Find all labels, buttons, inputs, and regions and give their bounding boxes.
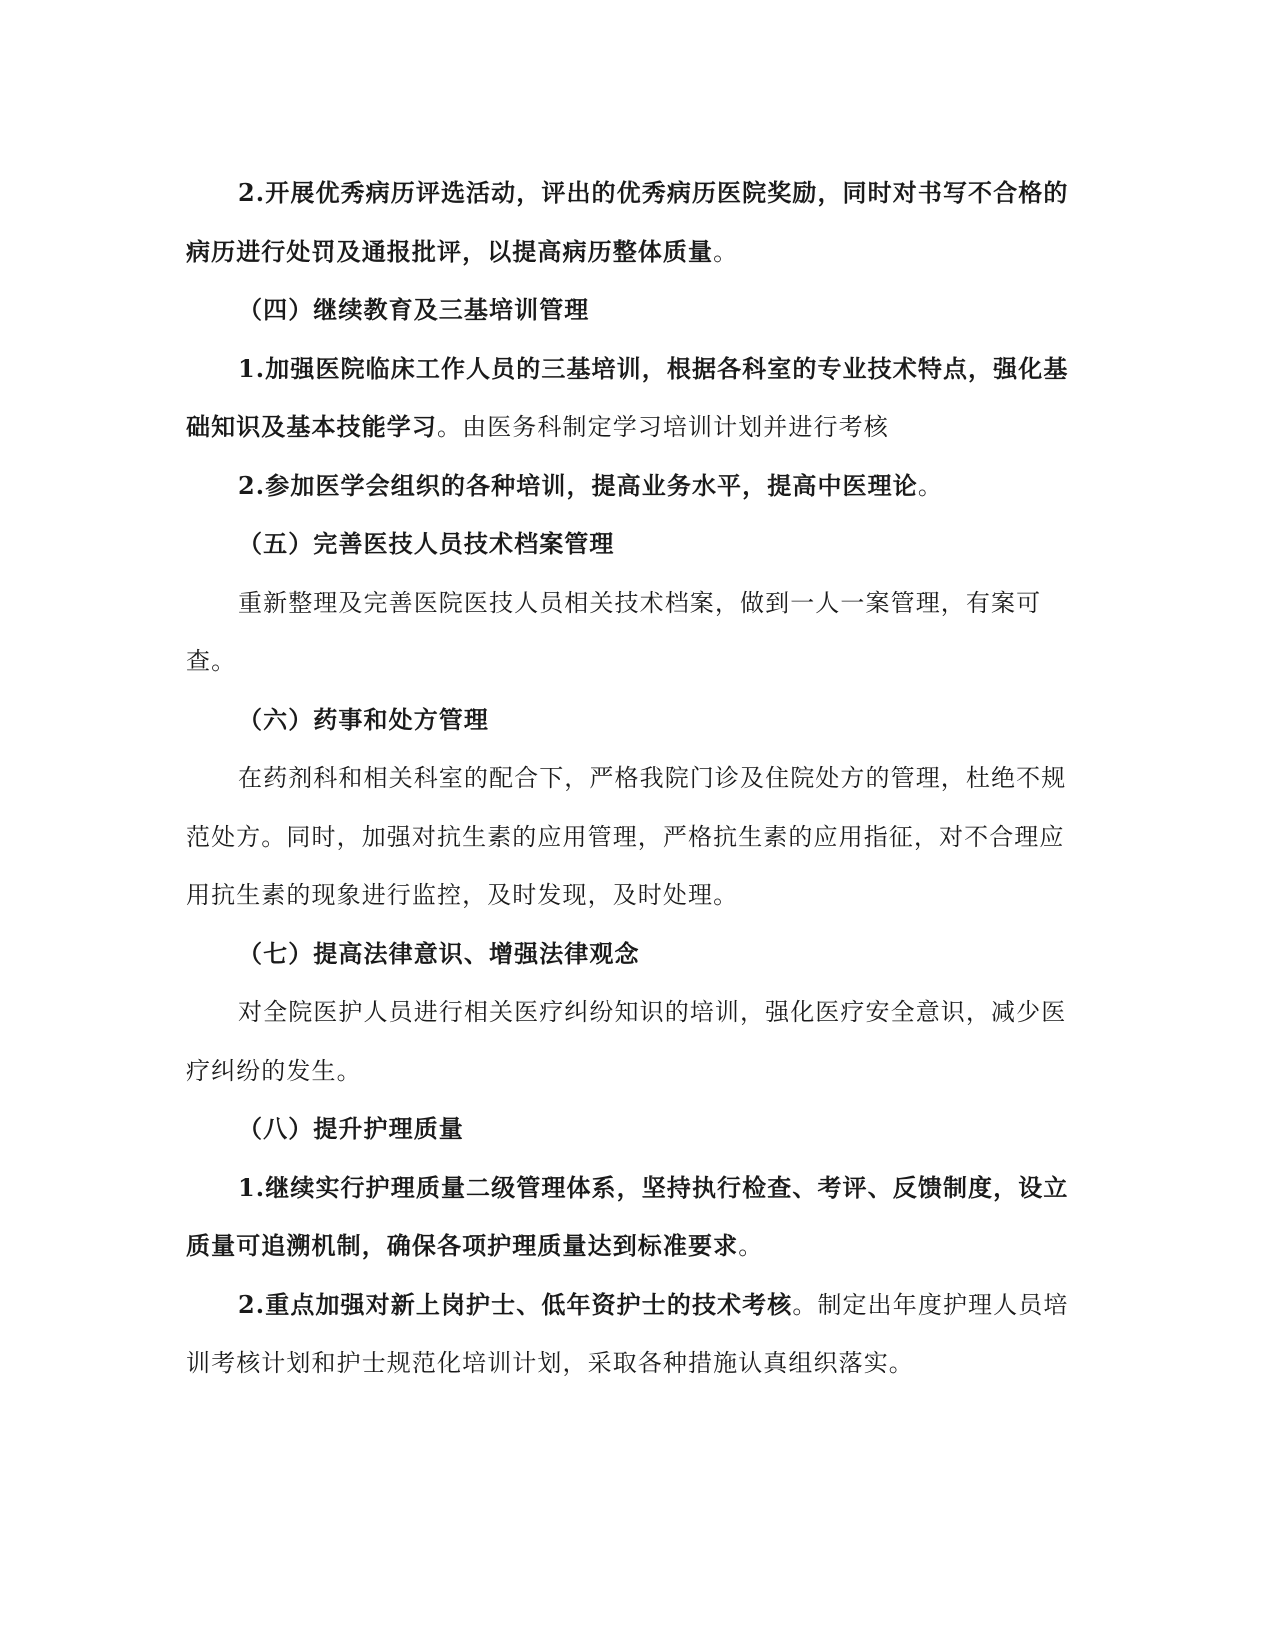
paragraph-bold-text: 2.重点加强对新上岗护士、低年资护士的技术考核 xyxy=(238,1289,793,1319)
paragraph-excellent-records xyxy=(186,164,1086,281)
document-body xyxy=(186,164,1086,1393)
paragraph-nursing-quality-system xyxy=(186,1159,1086,1276)
paragraph-technical-archives xyxy=(186,574,1086,691)
paragraph-nurse-assessment xyxy=(186,1276,1086,1393)
paragraph-normal-text: 。 xyxy=(738,1232,764,1260)
paragraph-prescription-management xyxy=(186,749,1086,925)
paragraph-normal-text: 。制定出年度护理人员培训考核计划和护士规范化培训计划，采取各种措施认真组织落实。 xyxy=(186,1290,1069,1377)
paragraph-medical-disputes xyxy=(186,983,1086,1100)
section-heading-4: （四）继续教育及三基培训管理 xyxy=(238,295,590,324)
paragraph-three-basics-training xyxy=(186,340,1086,457)
paragraph-normal-text: 。 xyxy=(917,471,943,500)
paragraph-bold-text: 2.参加医学会组织的各种培训，提高业务水平，提高中医理论 xyxy=(238,470,918,500)
paragraph-normal-text: 。 xyxy=(713,237,739,266)
paragraph-normal-text: 重新整理及完善医院医技人员相关技术档案，做到一人一案管理，有案可查。 xyxy=(186,588,1042,675)
paragraph-medical-association-training xyxy=(186,457,1086,516)
section-heading-7: （七）提高法律意识、增强法律观念 xyxy=(238,938,640,968)
section-heading-6: （六）药事和处方管理 xyxy=(238,704,489,734)
section-heading-8: （八）提升护理质量 xyxy=(238,1114,464,1143)
paragraph-normal-text: 对全院医护人员进行相关医疗纠纷知识的培训，强化医疗安全意识，减少医疗纠纷的发生。 xyxy=(186,998,1067,1085)
paragraph-normal-text: 在药剂科和相关科室的配合下，严格我院门诊及住院处方的管理，杜绝不规范处方。同时，加强对抗生素的应用管理，严格抗生素的应用指征，对不合理应用抗生素的现象进行监控，及时发现，及时处理。 xyxy=(186,764,1067,909)
section-heading-5: （五）完善医技人员技术档案管理 xyxy=(238,529,615,558)
paragraph-bold-text: 1.加强医院临床工作人员的三基培训，根据各科室的专业技术特点，强化基础知识及基本技能学习 xyxy=(186,353,1069,441)
paragraph-bold-text: 1.继续实行护理质量二级管理体系，坚持执行检查、考评、反馈制度，设立质量可追溯机制，确保各项护理质量达到标准要求 xyxy=(186,1172,1069,1260)
paragraph-normal-text: 。由医务科制定学习培训计划并进行考核 xyxy=(437,413,889,441)
paragraph-bold-text: 2.开展优秀病历评选活动，评出的优秀病历医院奖励，同时对书写不合格的病历进行处罚及通报批评，以提高病历整体质量 xyxy=(186,178,1069,266)
